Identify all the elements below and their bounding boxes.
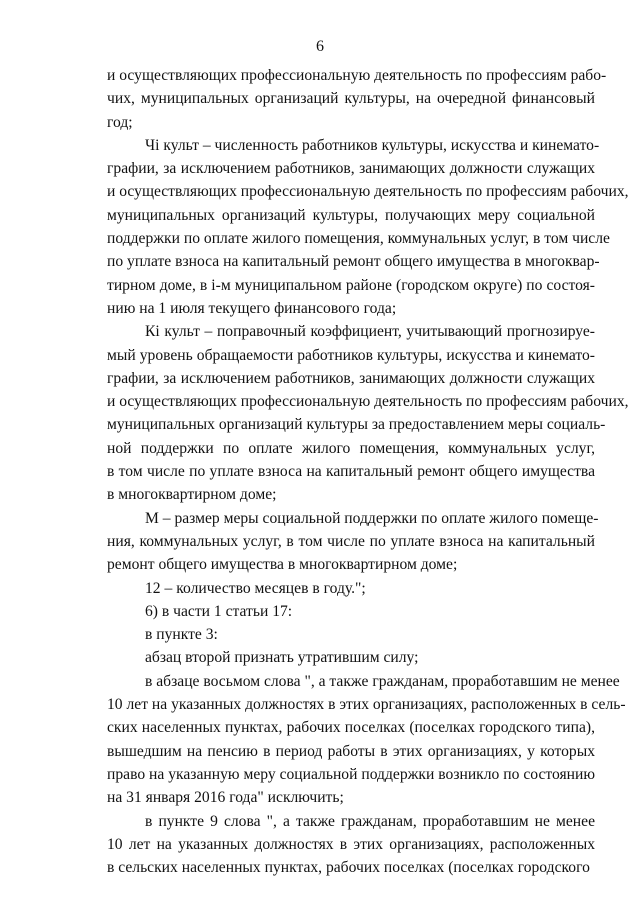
text-line: ремонт общего имущества в многоквартирном доме; bbox=[107, 556, 458, 574]
page-number: 6 bbox=[316, 38, 324, 55]
text-line: в абзаце восьмом слова ", а также гражданам, проработавшим не менее bbox=[145, 672, 620, 690]
text-line: Чi культ – численность работников культуры, искусства и кинемато- bbox=[145, 136, 600, 154]
text-line: графии, за исключением работников, занимающих должности служащих bbox=[107, 160, 595, 178]
paragraph bbox=[107, 810, 595, 880]
text-line: поддержки по оплате жилого помещения, коммунальных услуг, в том числе bbox=[107, 230, 610, 248]
text-line: графии, за исключением работников, занимающих должности служащих bbox=[107, 369, 595, 387]
text-line: мый уровень обращаемости работников культуры, искусства и кинемато- bbox=[107, 346, 595, 364]
text-line: муниципальных организаций культуры за предоставлением меры социаль- bbox=[107, 416, 606, 434]
text-line: М – размер меры социальной поддержки по оплате жилого помеще- bbox=[145, 509, 599, 527]
text-line: год; bbox=[107, 113, 133, 131]
text-line: в пункте 3: bbox=[145, 626, 218, 644]
paragraph bbox=[107, 670, 626, 810]
paragraph bbox=[107, 600, 595, 623]
text-line: и осуществляющих профессиональную деятельность по профессиям рабочих, bbox=[107, 183, 629, 201]
text-line: вышедшим на пенсию в период работы в этих организациях, у которых bbox=[107, 742, 595, 760]
text-line: ной поддержки по оплате жилого помещения, коммунальных услуг, bbox=[107, 439, 595, 457]
text-line: тирном доме, в i-м муниципальном районе (городском округе) по состоя- bbox=[107, 276, 595, 294]
text-line: 6) в части 1 статьи 17: bbox=[145, 602, 293, 620]
paragraph bbox=[107, 320, 629, 506]
paragraph bbox=[107, 646, 595, 669]
text-line: ских населенных пунктах, рабочих поселках (поселках городского типа), bbox=[107, 719, 595, 737]
text-line: в том числе по уплате взноса на капитальный ремонт общего имущества bbox=[107, 463, 595, 481]
text-line: ния, коммунальных услуг, в том числе по уплате взноса на капитальный bbox=[107, 532, 595, 550]
text-line: чих, муниципальных организаций культуры, на очередной финансовый bbox=[107, 90, 595, 108]
document-body bbox=[107, 64, 629, 879]
paragraph bbox=[107, 134, 629, 320]
text-line: в пункте 9 слова ", а также гражданам, проработавшим не менее bbox=[145, 812, 595, 830]
text-line: 10 лет на указанных должностях в этих организациях, расположенных в сель- bbox=[107, 696, 626, 714]
text-line: на 31 января 2016 года" исключить; bbox=[107, 789, 344, 807]
paragraph bbox=[107, 507, 599, 577]
text-line: в многоквартирном доме; bbox=[107, 486, 277, 504]
text-line: по уплате взноса на капитальный ремонт общего имущества в многоквар- bbox=[107, 253, 600, 271]
paragraph bbox=[107, 623, 595, 646]
paragraph bbox=[107, 64, 607, 134]
text-line: 12 – количество месяцев в году."; bbox=[145, 579, 366, 597]
text-line: муниципальных организаций культуры, получающих меру социальной bbox=[107, 206, 595, 224]
text-line: и осуществляющих профессиональную деятельность по профессиям рабочих, bbox=[107, 393, 629, 411]
text-line: и осуществляющих профессиональную деятельность по профессиям рабо- bbox=[107, 67, 607, 84]
text-line: абзац второй признать утратившим силу; bbox=[145, 649, 419, 667]
text-line: в сельских населенных пунктах, рабочих поселках (поселках городского bbox=[107, 859, 590, 877]
paragraph bbox=[107, 577, 595, 600]
text-line: Кi культ – поправочный коэффициент, учитывающий прогнозируе- bbox=[145, 323, 595, 341]
text-line: 10 лет на указанных должностях в этих организациях, расположенных bbox=[107, 835, 595, 853]
text-line: право на указанную меру социальной поддержки возникло по состоянию bbox=[107, 765, 595, 783]
text-line: нию на 1 июля текущего финансового года; bbox=[107, 299, 397, 317]
